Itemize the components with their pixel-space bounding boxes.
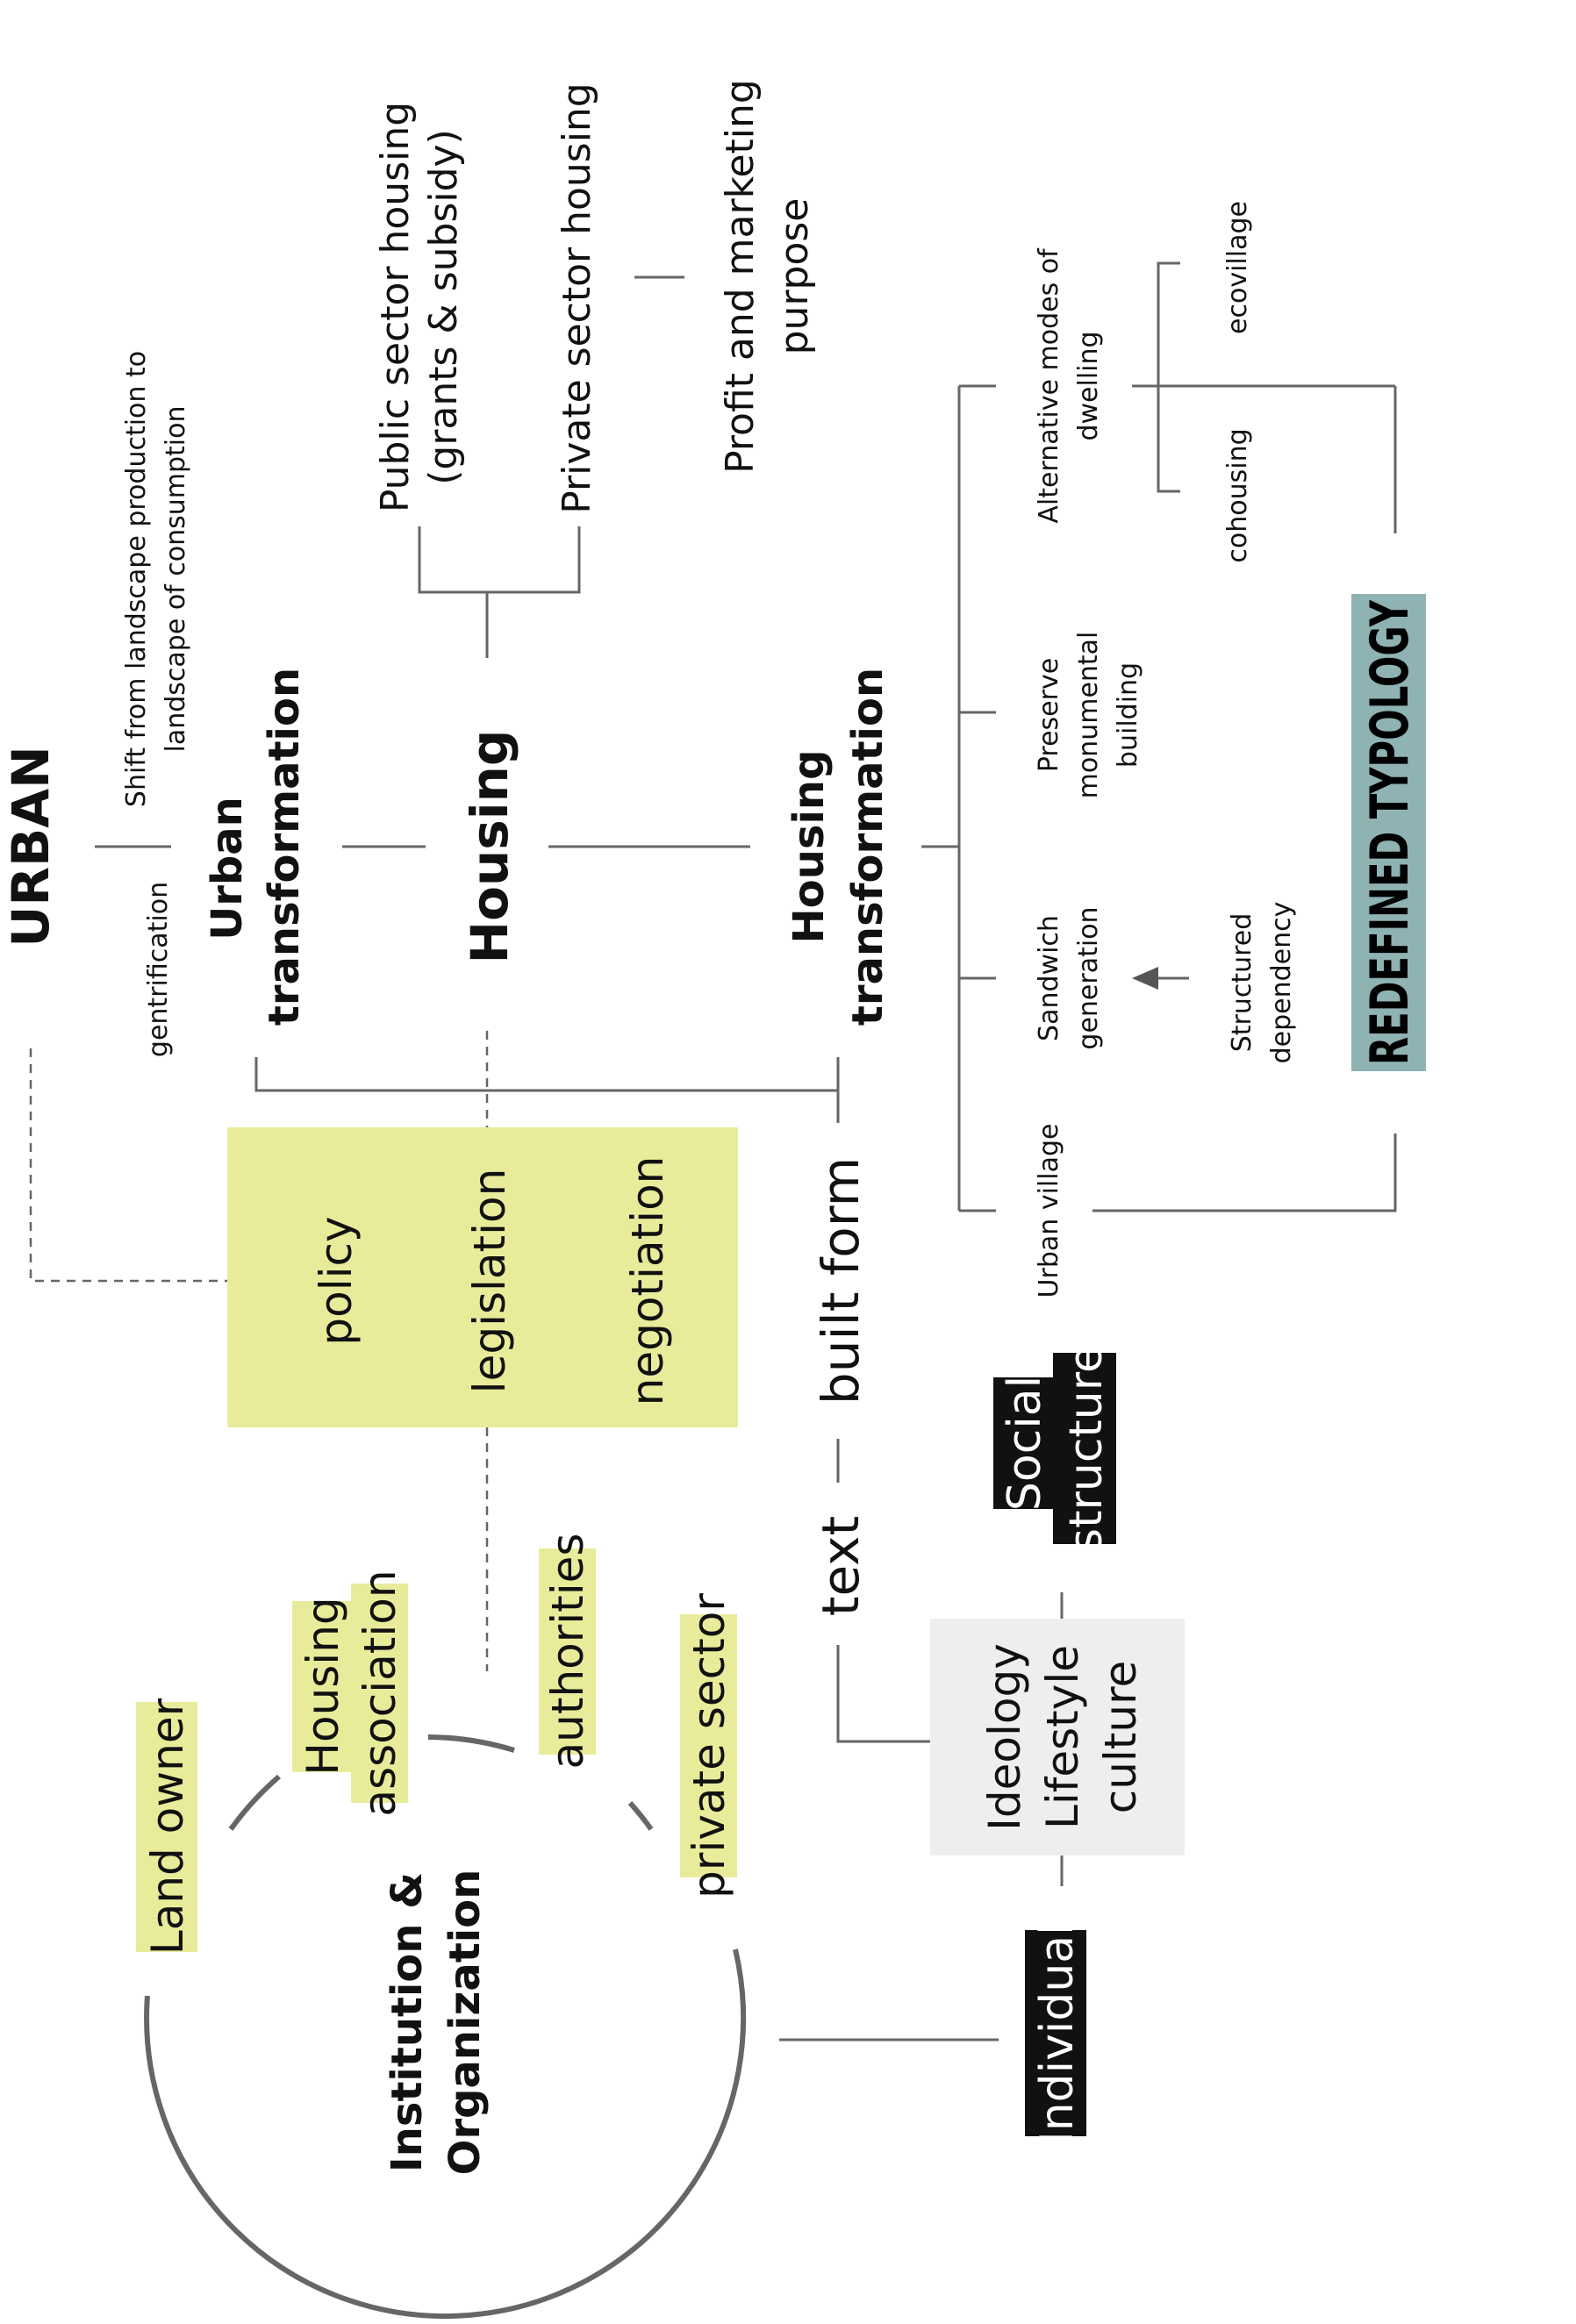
bracket-lower bbox=[256, 1057, 838, 1090]
urban-transformation-label-1: Urban bbox=[203, 797, 252, 940]
structure-label: structure bbox=[1060, 1345, 1113, 1552]
urban-title: URBAN bbox=[1, 746, 61, 947]
housing-association-label-1: Housing bbox=[297, 1597, 348, 1776]
alt-bracket bbox=[1158, 263, 1180, 491]
circle-arc-upper bbox=[231, 1777, 279, 1829]
culture-label: culture bbox=[1095, 1660, 1146, 1814]
sandwich-label-1: Sandwich bbox=[1034, 915, 1064, 1041]
private-sector-label: private sector bbox=[684, 1593, 734, 1899]
public-housing-label-1: Public sector housing bbox=[373, 101, 418, 513]
preserve-label-1: Preserve bbox=[1034, 657, 1064, 773]
shift-label-2: landscape of consumption bbox=[161, 405, 191, 753]
circle-arc-top bbox=[428, 1737, 514, 1750]
individual-label: Individual bbox=[1031, 1922, 1084, 2145]
legislation-label: legislation bbox=[464, 1168, 515, 1394]
profit-label-2: purpose bbox=[772, 197, 817, 355]
institution-label-1: Institution & bbox=[383, 1871, 432, 2173]
urban-village-label: Urban village bbox=[1034, 1123, 1064, 1298]
public-housing-label-2: (grants & subsidy) bbox=[421, 129, 466, 485]
sandwich-label-2: generation bbox=[1073, 906, 1104, 1050]
housing-transformation-label-2: transformation bbox=[843, 667, 892, 1026]
authorities-label: authorities bbox=[542, 1533, 593, 1770]
shift-label-1: Shift from landscape production to bbox=[121, 350, 152, 808]
village-typology bbox=[1092, 1133, 1395, 1211]
redefined-typology-label: REDEFINED TYPOLOGY bbox=[1359, 397, 1421, 1065]
lifestyle-label: Lifestyle bbox=[1037, 1644, 1088, 1830]
land-owner-label: Land owner bbox=[142, 1698, 193, 1956]
housing-transformation-label-1: Housing bbox=[784, 749, 834, 944]
negotiation-label: negotiation bbox=[622, 1155, 673, 1406]
ecovillage-label: ecovillage bbox=[1222, 201, 1253, 334]
gentrification-label: gentrification bbox=[143, 881, 174, 1058]
alternative-label-1: Alternative modes of bbox=[1034, 248, 1064, 524]
arrow-head bbox=[1132, 967, 1158, 990]
structured-label-2: dependency bbox=[1266, 901, 1297, 1064]
social-label: Social bbox=[999, 1375, 1051, 1512]
housing-branch bbox=[419, 526, 579, 592]
housing-label: Housing bbox=[460, 729, 519, 964]
profit-label-1: Profit and marketing bbox=[718, 79, 763, 474]
text-label: text bbox=[811, 1515, 870, 1617]
institution-label-2: Organization bbox=[441, 1869, 490, 2176]
housing-association-label-2: association bbox=[355, 1570, 405, 1817]
preserve-label-3: building bbox=[1113, 661, 1143, 769]
alternative-label-2: dwelling bbox=[1073, 331, 1104, 441]
text-ideology-line bbox=[838, 1645, 930, 1741]
structured-label-1: Structured bbox=[1227, 912, 1257, 1053]
circle-arc-right bbox=[630, 1803, 651, 1829]
cohousing-label: cohousing bbox=[1222, 428, 1253, 563]
ideology-label: Ideology bbox=[979, 1643, 1030, 1831]
built-form-label: built form bbox=[811, 1156, 870, 1405]
policy-label: policy bbox=[311, 1216, 362, 1346]
urban-transformation-label-2: transformation bbox=[260, 667, 309, 1026]
private-housing-label: Private sector housing bbox=[555, 82, 599, 514]
urban-dash bbox=[31, 1048, 227, 1281]
preserve-label-2: monumental bbox=[1073, 631, 1104, 799]
